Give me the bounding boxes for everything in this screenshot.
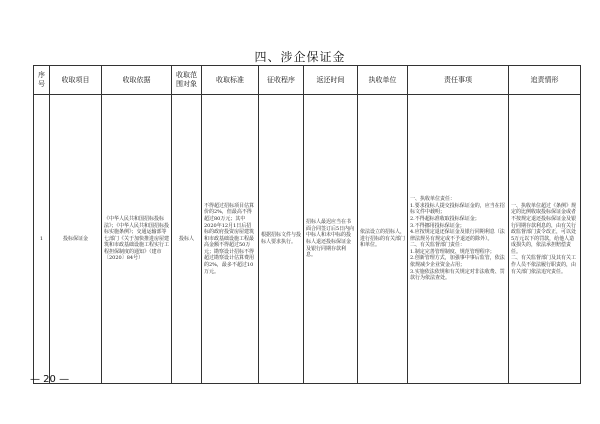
basis-text: 《中华人民共和国招标投标法》；《中华人民共和国招标投标实施条例》；交通运输部等七部门《关于加快推进房屋建筑和市政基础设施工程实行工程担保制度的通知》（建市〔2020〕84号） xyxy=(104,215,170,262)
header-scope: 收取范围对象 xyxy=(172,66,202,95)
duties-text: 一、执收单位责任： 1.要求投标人提交投标保证金的，应当在招标文件中载明； 2.不得超标准收取投标保证金； 3.不得挪用投标保证金； 4.应按规定退还保证金及银行同期利息（法律法规另有规定或不予退还的除外）。 二、有关监督部门责任： 1.制定完善管理制度、规范管理程序； 2.创新管理方式，加强事中事后监管，依法依规减少企业资金占用； 3.实施依法依规和有关规定对非法收费、罚款行为依法查处。 xyxy=(410,196,505,282)
cell-scope: 投标人 xyxy=(172,95,202,384)
header-accountability: 追责情形 xyxy=(509,66,581,95)
accountability-text: 一、执收单位超过《条例》规定的比例收取投标保证金或者不按规定退还投标保证金及银行同期存款利息的，由有关行政监督部门责令改正，可以处5万元以下的罚款，给他人造成损失的，依法承担赔偿责任。 二、有关监督部门及其有关工作人员不依法履行职责的，由有关部门依法追究责任。 xyxy=(511,202,577,275)
cell-no: 1 xyxy=(34,95,50,384)
header-item: 收取项目 xyxy=(50,66,102,95)
header-procedure: 征收程序 xyxy=(259,66,304,95)
page-number: — 20 — xyxy=(30,374,70,385)
standard-text: 不得超过招标项目估算价的2%，但最高不得超过80万元；其中2020年12月1日后招标的政府投资房屋建筑和市政基础设施工程最高金额不得超过50万元；勘察设计招标不得超过勘察设计估算费用的2%，最多不超过10万元。 xyxy=(204,202,255,275)
cell-collector xyxy=(358,95,408,384)
cell-accountability xyxy=(509,95,581,384)
header-basis: 收取依据 xyxy=(102,66,172,95)
procedure-text: 根据招标文件与投标人要求执行。 xyxy=(261,232,302,245)
cell-procedure xyxy=(259,95,304,384)
cell-standard xyxy=(202,95,259,384)
cell-item: 投标保证金 xyxy=(50,95,102,384)
table-row xyxy=(34,95,581,384)
table-header-row xyxy=(34,66,581,95)
page-title: 四、涉企保证金 xyxy=(254,50,346,64)
cell-duties xyxy=(408,95,509,384)
collector-text: 依法设立的招标人，进行招标的有关部门和单位。 xyxy=(360,229,406,249)
refund-text: 招标人最迟应当在书面合同签订后5日内向中标人和未中标的投标人退还投标保证金及银行同期存款利息。 xyxy=(306,219,355,259)
header-refund-time: 返还时间 xyxy=(304,66,358,95)
header-duties: 责任事项 xyxy=(408,66,509,95)
header-collector: 执收单位 xyxy=(358,66,408,95)
cell-refund-time xyxy=(304,95,358,384)
header-no: 序号 xyxy=(34,66,50,95)
header-standard: 收取标准 xyxy=(202,66,259,95)
guarantee-fee-table xyxy=(33,65,581,384)
cell-basis xyxy=(102,95,172,384)
